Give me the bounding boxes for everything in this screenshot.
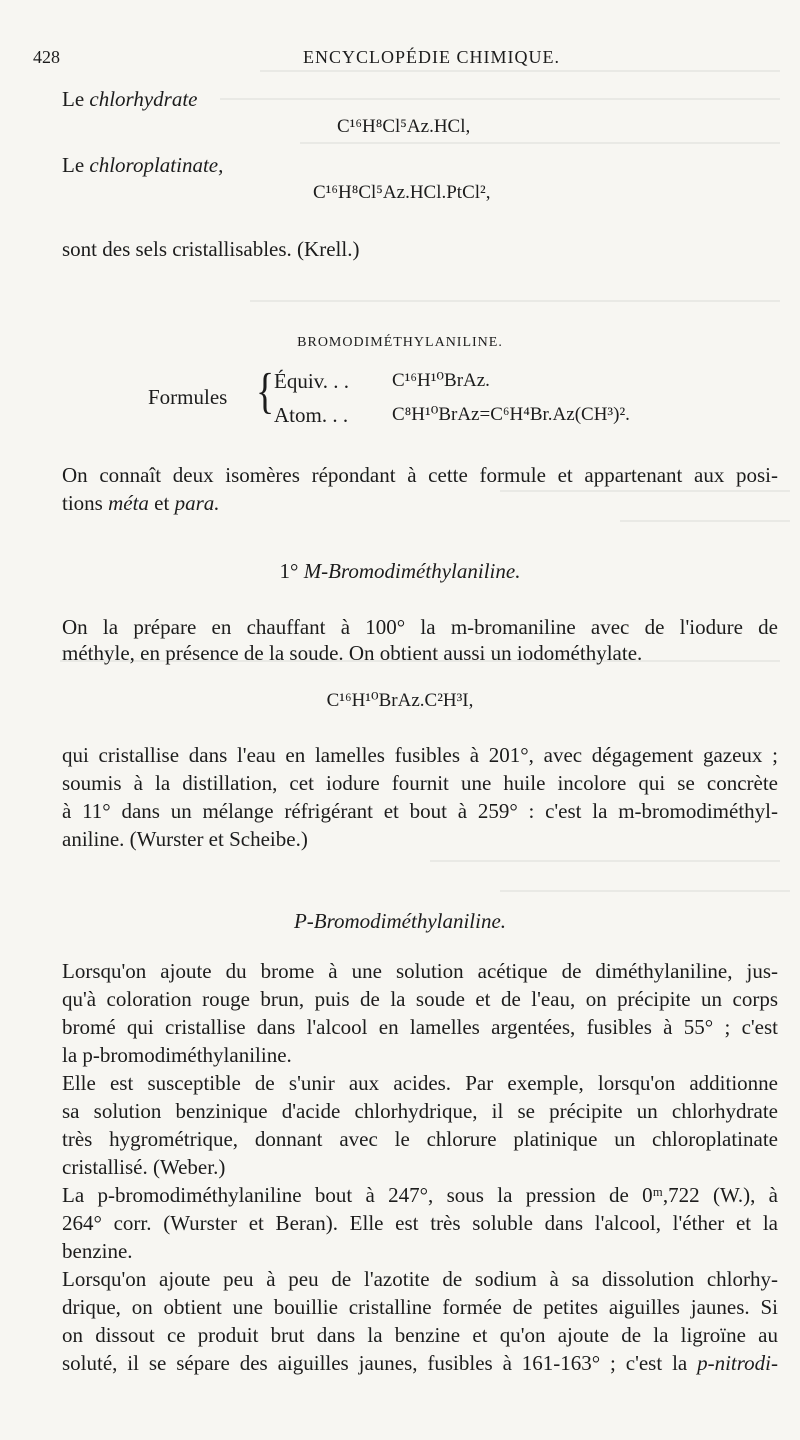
subsection-heading: 1° M-Bromodiméthylaniline. [279, 559, 521, 583]
paragraph-line: sont des sels cristallisables. (Krell.) [62, 237, 360, 261]
equiv-formula: C¹⁶H¹⁰BrAz. [392, 370, 490, 391]
paragraph-line: On connaît deux isomères répondant à cette formule et appartenant aux posi- [62, 463, 778, 487]
paragraph-line: tions méta et para. [62, 491, 220, 515]
paragraph-line: drique, on obtient une bouillie cristalline formée de petites aiguilles jaunes. Si [62, 1295, 778, 1319]
paragraph-line: Elle est susceptible de s'unir aux acides. Par exemple, lorsqu'on additionne [62, 1071, 778, 1095]
paragraph-line: on dissout ce produit brut dans la benzine et qu'on ajoute de la ligroïne au [62, 1323, 778, 1347]
paragraph-line: très hygrométrique, donnant avec le chlorure platinique un chloroplatinate [62, 1127, 778, 1151]
formules-label: Formules [148, 385, 228, 409]
paragraph-line: à 11° dans un mélange réfrigérant et bout à 259° : c'est la m-bromodiméthyl- [62, 799, 778, 823]
equiv-label: Équiv. . . [274, 369, 350, 393]
running-title: ENCYCLOPÉDIE CHIMIQUE. [303, 47, 560, 67]
atom-formula: C⁸H¹⁰BrAz=C⁶H⁴Br.Az(CH³)². [392, 404, 630, 425]
paragraph-line: 264° corr. (Wurster et Beran). Elle est très soluble dans l'alcool, l'éther et la [62, 1211, 778, 1235]
paragraph-line: qu'à coloration rouge brun, puis de la soude et de l'eau, on précipite un corps [62, 987, 778, 1011]
paragraph-line: soluté, il se sépare des aiguilles jaunes, fusibles à 161-163° ; c'est la p-nitrodi- [62, 1351, 778, 1375]
paragraph-line: aniline. (Wurster et Scheibe.) [62, 827, 308, 851]
paragraph-line: On la prépare en chauffant à 100° la m-bromaniline avec de l'iodure de [62, 615, 778, 639]
paragraph-line: Lorsqu'on ajoute du brome à une solution acétique de diméthylaniline, jus- [62, 959, 778, 983]
chemical-formula: C¹⁶H¹⁰BrAz.C²H³I, [326, 690, 474, 711]
subsection-heading: P-Bromodiméthylaniline. [293, 909, 507, 933]
paragraph-line: benzine. [62, 1239, 133, 1263]
paragraph-line: méthyle, en présence de la soude. On obtient aussi un iodométhylate. [62, 641, 643, 665]
paragraph-line: sa solution benzinique d'acide chlorhydrique, il se précipite un chlorhydrate [62, 1099, 778, 1123]
paragraph-line: La p-bromodiméthylaniline bout à 247°, sous la pression de 0ᵐ,722 (W.), à [62, 1183, 778, 1207]
chemical-formula: C¹⁶H⁸Cl⁵Az.HCl.PtCl², [313, 182, 491, 203]
section-heading: BROMODIMÉTHYLANILINE. [297, 335, 503, 350]
paragraph-line: la p-bromodiméthylaniline. [62, 1043, 292, 1067]
paragraph-line: cristallisé. (Weber.) [62, 1155, 226, 1179]
page-number: 428 [33, 47, 60, 67]
paragraph-line: Lorsqu'on ajoute peu à peu de l'azotite de sodium à sa dissolution chlorhy- [62, 1267, 778, 1291]
brace-glyph: { [256, 364, 275, 420]
paragraph-line: soumis à la distillation, cet iodure fournit une huile incolore qui se concrète [62, 771, 778, 795]
text-line: Le chloroplatinate, [62, 153, 224, 177]
text-line: Le chlorhydrate [62, 87, 198, 111]
atom-label: Atom. . . [274, 403, 349, 427]
chemical-formula: C¹⁶H⁸Cl⁵Az.HCl, [337, 116, 471, 137]
paragraph-line: bromé qui cristallise dans l'alcool en lamelles argentées, fusibles à 55° ; c'est [62, 1015, 778, 1039]
paragraph-line: qui cristallise dans l'eau en lamelles fusibles à 201°, avec dégagement gazeux ; [62, 743, 778, 767]
